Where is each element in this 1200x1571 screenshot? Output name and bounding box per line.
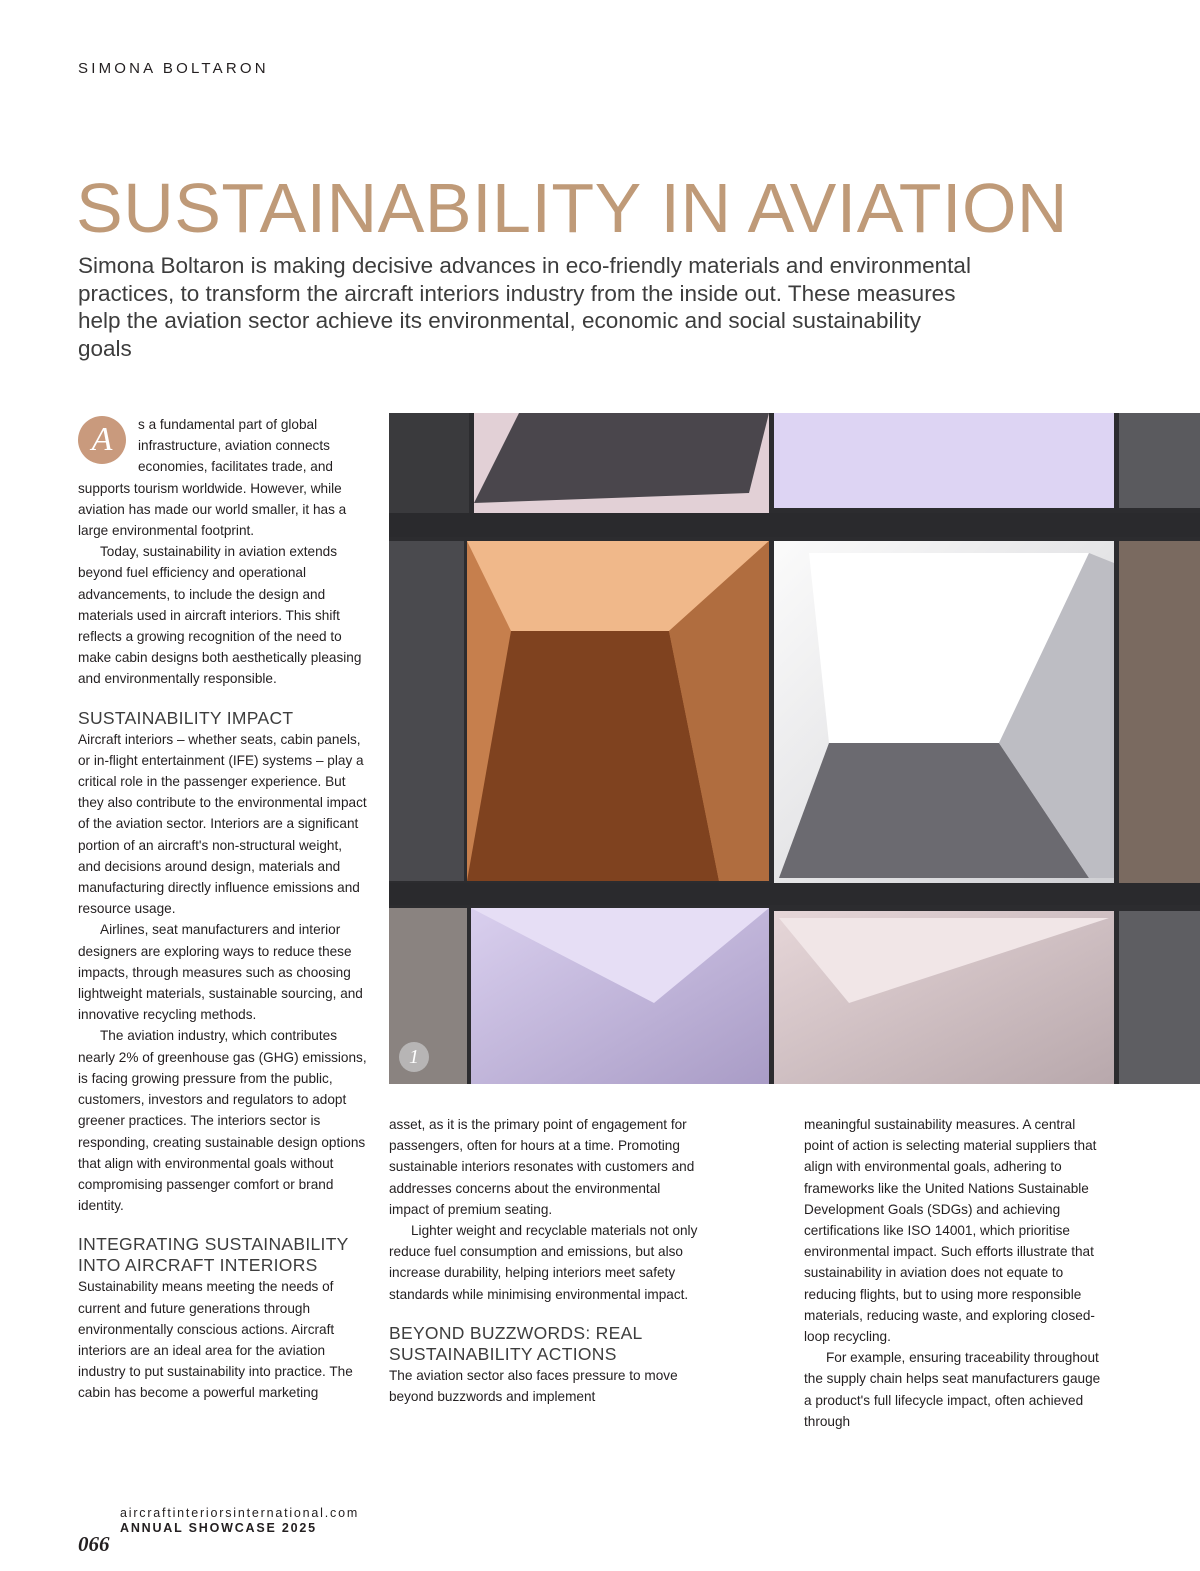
headline: SUSTAINABILITY IN AVIATION: [76, 169, 1068, 247]
paragraph: The aviation sector also faces pressure to move beyond buzzwords and implement: [389, 1367, 678, 1405]
paragraph: For example, ensuring traceability throughout the supply chain helps seat manufacturers gauge a product's full lifecycle impact, often achieved through: [804, 1350, 1101, 1429]
paragraph: The aviation industry, which contributes nearly 2% of greenhouse gas (GHG) emissions, is facing growing pressure from the public, customers, investors and regulators to adopt greener practices. The interiors sector is responding, creating sustainable design options that align with environmental goals without compromising passenger comfort or brand identity.: [78, 1028, 367, 1214]
page-number: 066: [78, 1532, 110, 1556]
figure-number-badge: 1: [399, 1042, 429, 1072]
paragraph: asset, as it is the primary point of engagement for passengers, often for hours at a time. Promoting sustainable interiors resonates with customers and addresses concerns about the environmental impact of premium seating.: [389, 1117, 695, 1217]
paragraph: Sustainability means meeting the needs of current and future generations through environmentally conscious actions. Aircraft interiors are an ideal area for the aviation industry to put sustainability into practice. The cabin has become a powerful marketing: [78, 1279, 353, 1401]
paragraph: Lighter weight and recyclable materials not only reduce fuel consumption and emissions, but also increase durability, helping interiors meet safety standards while minimising environmental impact.: [389, 1223, 698, 1302]
subheading: BEYOND BUZZWORDS: REAL SUSTAINABILITY ACTIONS: [389, 1322, 642, 1364]
body-column-2: [389, 1114, 699, 1407]
paragraph: Aircraft interiors – whether seats, cabin panels, or in-flight entertainment (IFE) systems – play a critical role in the passenger experience. But they also contribute to the environmental impact of the aviation sector. Interiors are a significant portion of an aircraft's non-structural weight, and decisions around design, materials and manufacturing directly influence emissions and resource usage.: [78, 731, 367, 917]
footer-issue: ANNUAL SHOWCASE 2025: [120, 1521, 317, 1535]
subheading: SUSTAINABILITY IMPACT: [78, 707, 294, 728]
photo-illustration: [389, 413, 1200, 1084]
paragraph: Airlines, seat manufacturers and interior designers are exploring ways to reduce these impacts, through measures such as choosing lightweight materials, sustainable sourcing, and innovative recycling methods.: [78, 922, 363, 1023]
body-column-1: [78, 414, 368, 1404]
kicker: SIMONA BOLTARON: [78, 60, 269, 77]
body-column-3: [804, 1114, 1104, 1432]
paragraph: meaningful sustainability measures. A central point of action is selecting material suppliers that align with environmental goals, adhering to frameworks like the United Nations Sustainable Development Goals (SDGs) and achieving certifications like ISO 14001, which prioritise environmental impact. Such efforts illustrate that sustainability in aviation does not equate to reducing flights, but to using more responsible materials, reducing waste, and exploring closed-loop recycling.: [804, 1117, 1097, 1345]
paragraph: Today, sustainability in aviation extends beyond fuel efficiency and operational advancements, to include the design and materials used in aircraft interiors. This shift reflects a growing recognition of the need to make cabin designs both aesthetically pleasing and environmentally responsible.: [78, 544, 362, 687]
footer-url: aircraftinteriorsinternational.com: [120, 1506, 360, 1520]
drop-cap: A: [78, 416, 126, 464]
standfirst: Simona Boltaron is making decisive advances in eco-friendly materials and environmental practices, to transform the aircraft interiors industry from the inside out. These measures help the aviation sector achieve its environmental, economic and social sustainability goals: [78, 253, 971, 361]
subheading: INTEGRATING SUSTAINABILITY INTO AIRCRAFT INTERIORS: [78, 1234, 349, 1276]
feature-photo: [389, 413, 1200, 1084]
paragraph: s a fundamental part of global infrastructure, aviation connects economies, facilitates trade, and supports tourism worldwide. However, while aviation has made our world smaller, it has a large environmental footprint.: [78, 417, 347, 539]
